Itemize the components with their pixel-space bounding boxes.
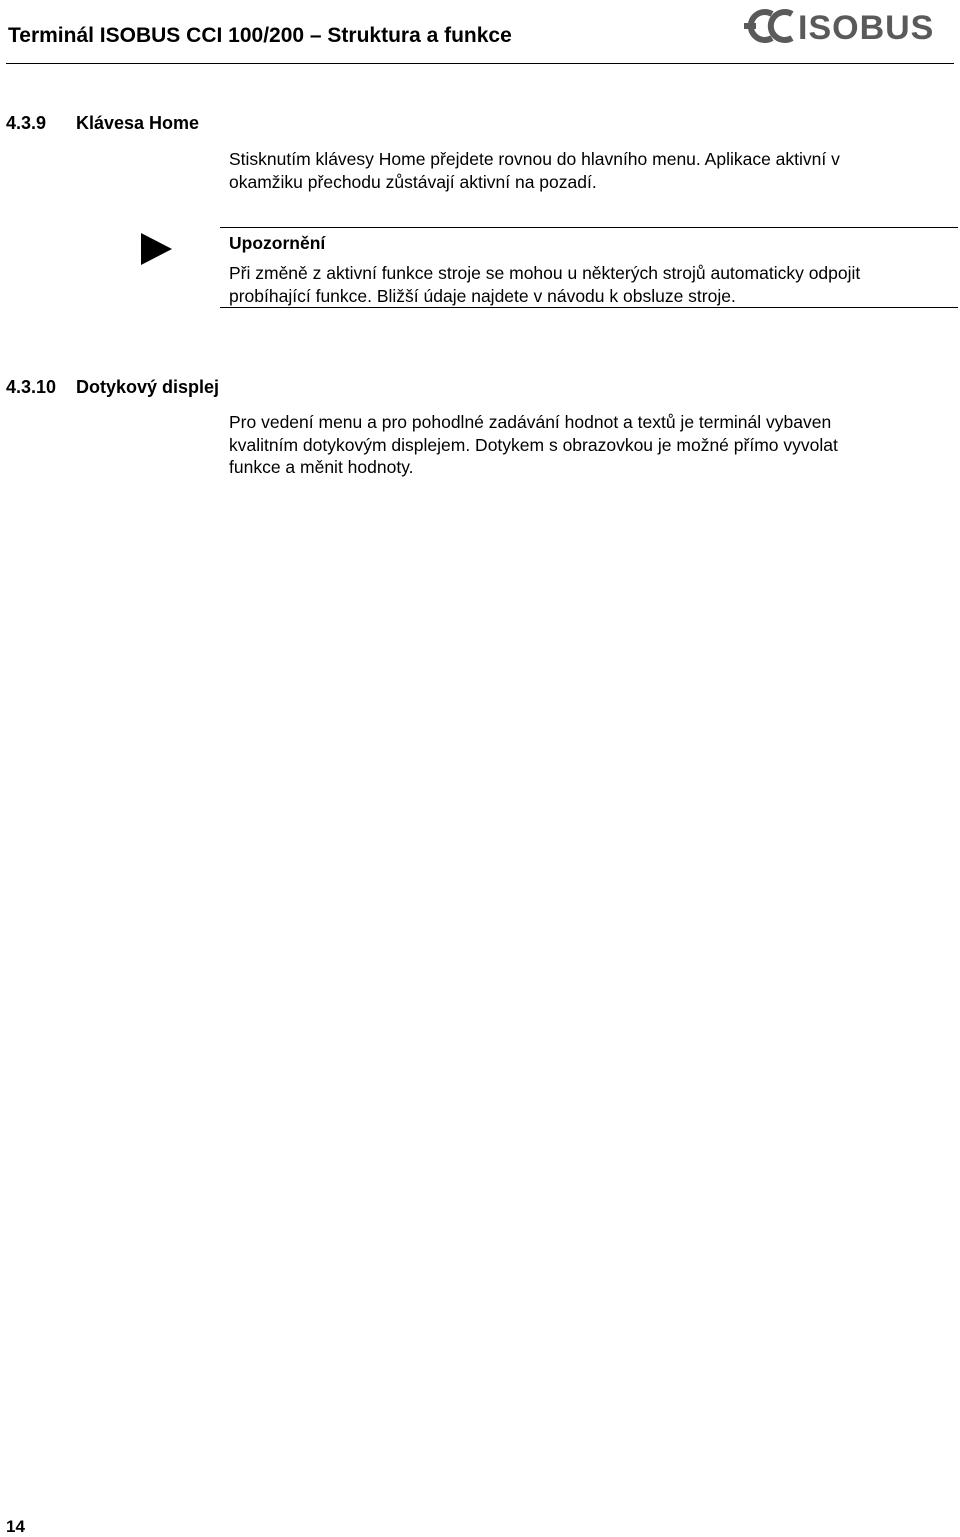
paragraph-line: kvalitním dotykovým displejem. Dotykem s obrazovkou je možné přímo vyvolat bbox=[229, 434, 838, 455]
cci-isobus-logo bbox=[740, 6, 946, 46]
paragraph-line: funkce a měnit hodnoty. bbox=[229, 457, 414, 477]
note-top-divider bbox=[220, 227, 958, 228]
paragraph-touch-display bbox=[229, 411, 838, 479]
section-heading-home-key bbox=[6, 113, 199, 134]
paragraph-line: Stisknutím klávesy Home přejdete rovnou do hlavního menu. Aplikace aktivní v bbox=[229, 149, 840, 169]
note-text bbox=[229, 262, 860, 307]
paragraph-line: okamžiku přechodu zůstávají aktivní na pozadí. bbox=[229, 171, 597, 192]
section-number: 4.3.9 bbox=[6, 113, 47, 133]
note-title: Upozornění bbox=[229, 233, 326, 253]
paragraph-home-key bbox=[229, 148, 840, 193]
section-title: Klávesa Home bbox=[76, 113, 200, 133]
header-divider bbox=[6, 63, 954, 64]
svg-text:ISOBUS: ISOBUS bbox=[798, 9, 935, 46]
note-line: Při změně z aktivní funkce stroje se mohou u některých strojů automaticky odpojit bbox=[229, 263, 861, 283]
page-header-title: Terminál ISOBUS CCI 100/200 – Struktura a funkce bbox=[8, 24, 512, 47]
section-number: 4.3.10 bbox=[6, 377, 57, 397]
section-heading-touch-display bbox=[6, 377, 219, 398]
section-title: Dotykový displej bbox=[76, 377, 220, 397]
paragraph-line: Pro vedení menu a pro pohodlné zadávání hodnot a textů je terminál vybaven bbox=[229, 412, 832, 432]
note-line: probíhající funkce. Bližší údaje najdete v návodu k obsluze stroje. bbox=[229, 285, 736, 306]
note-bottom-divider bbox=[220, 307, 958, 308]
triangle-arrow-icon bbox=[141, 233, 172, 265]
page-number: 14 bbox=[6, 1517, 25, 1536]
